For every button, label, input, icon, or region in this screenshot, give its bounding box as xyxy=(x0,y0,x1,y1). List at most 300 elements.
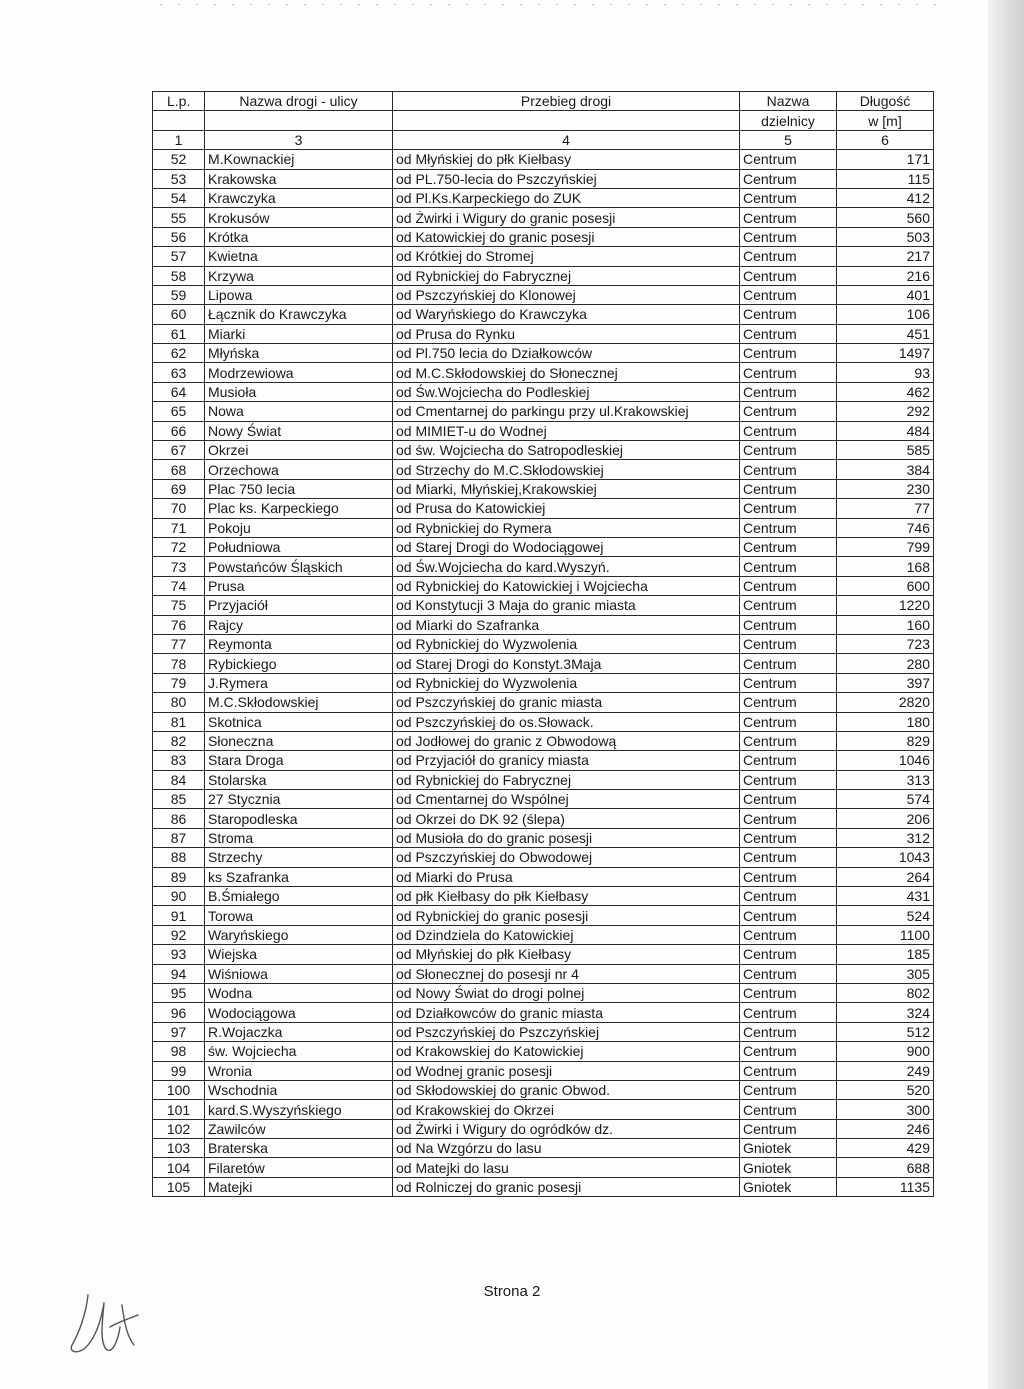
cell-lp: 69 xyxy=(153,479,205,498)
table-row xyxy=(153,983,934,1002)
cell-lp: 98 xyxy=(153,1042,205,1061)
cell-road-name: Kwietna xyxy=(205,247,393,266)
cell-lp: 65 xyxy=(153,402,205,421)
cell-road-name: ks Szafranka xyxy=(205,867,393,886)
cell-length: 431 xyxy=(837,887,934,906)
cell-lp: 63 xyxy=(153,363,205,382)
cell-district: Centrum xyxy=(740,1061,837,1080)
cell-lp: 79 xyxy=(153,673,205,692)
column-numbers-row xyxy=(153,130,934,149)
cell-lp: 96 xyxy=(153,1003,205,1022)
cell-length: 115 xyxy=(837,169,934,188)
table-row xyxy=(153,1042,934,1061)
cell-length: 1220 xyxy=(837,596,934,615)
cell-length: 688 xyxy=(837,1158,934,1177)
cell-district: Centrum xyxy=(740,770,837,789)
cell-road-name: Zawilców xyxy=(205,1119,393,1138)
cell-district: Centrum xyxy=(740,1042,837,1061)
cell-road-name: Wschodnia xyxy=(205,1080,393,1099)
cell-road-name: Krótka xyxy=(205,227,393,246)
cell-lp: 73 xyxy=(153,557,205,576)
table-row xyxy=(153,790,934,809)
cell-lp: 89 xyxy=(153,867,205,886)
table-row xyxy=(153,693,934,712)
cell-route: od Prusa do Rynku xyxy=(393,324,740,343)
cell-district: Centrum xyxy=(740,344,837,363)
cell-route: od Rybnickiej do granic posesji xyxy=(393,906,740,925)
table-row xyxy=(153,1158,934,1177)
table-row xyxy=(153,751,934,770)
cell-district: Gniotek xyxy=(740,1177,837,1196)
cell-road-name: B.Śmiałego xyxy=(205,887,393,906)
table-row xyxy=(153,363,934,382)
cell-route: od Starej Drogi do Wodociągowej xyxy=(393,537,740,556)
cell-road-name: Rybickiego xyxy=(205,654,393,673)
cell-road-name: Południowa xyxy=(205,537,393,556)
cell-lp: 64 xyxy=(153,382,205,401)
cell-road-name: 27 Stycznia xyxy=(205,790,393,809)
cell-route: od Pl.750 lecia do Działkowców xyxy=(393,344,740,363)
table-row xyxy=(153,324,934,343)
cell-lp: 82 xyxy=(153,731,205,750)
cell-district: Centrum xyxy=(740,479,837,498)
cell-lp: 59 xyxy=(153,285,205,304)
cell-road-name: Miarki xyxy=(205,324,393,343)
table-row xyxy=(153,150,934,169)
cell-district: Centrum xyxy=(740,169,837,188)
cell-district: Centrum xyxy=(740,790,837,809)
cell-district: Centrum xyxy=(740,867,837,886)
cell-length: 900 xyxy=(837,1042,934,1061)
cell-road-name: Rajcy xyxy=(205,615,393,634)
cell-lp: 91 xyxy=(153,906,205,925)
cell-road-name: Wodna xyxy=(205,983,393,1002)
cell-lp: 87 xyxy=(153,828,205,847)
cell-lp: 101 xyxy=(153,1100,205,1119)
cell-length: 292 xyxy=(837,402,934,421)
cell-lp: 95 xyxy=(153,983,205,1002)
cell-district: Centrum xyxy=(740,266,837,285)
table-row xyxy=(153,479,934,498)
cell-length: 585 xyxy=(837,441,934,460)
cell-route: od Krakowskiej do Katowickiej xyxy=(393,1042,740,1061)
cell-district: Centrum xyxy=(740,731,837,750)
cell-district: Centrum xyxy=(740,460,837,479)
cell-route: od Pszczyńskiej do granic miasta xyxy=(393,693,740,712)
cell-length: 829 xyxy=(837,731,934,750)
cell-length: 93 xyxy=(837,363,934,382)
cell-district: Centrum xyxy=(740,324,837,343)
cell-lp: 55 xyxy=(153,208,205,227)
table-row xyxy=(153,1177,934,1196)
cell-road-name: Krokusów xyxy=(205,208,393,227)
cell-lp: 58 xyxy=(153,266,205,285)
cell-lp: 53 xyxy=(153,169,205,188)
cell-route: od Młyńskiej do płk Kiełbasy xyxy=(393,945,740,964)
cell-length: 1135 xyxy=(837,1177,934,1196)
header-row-top xyxy=(153,92,934,111)
cell-district: Centrum xyxy=(740,576,837,595)
table-row xyxy=(153,499,934,518)
table-row xyxy=(153,421,934,440)
cell-district: Centrum xyxy=(740,828,837,847)
cell-road-name: Stara Droga xyxy=(205,751,393,770)
cell-district: Centrum xyxy=(740,499,837,518)
cell-length: 160 xyxy=(837,615,934,634)
cell-lp: 74 xyxy=(153,576,205,595)
cell-district: Centrum xyxy=(740,673,837,692)
cell-road-name: Krakowska xyxy=(205,169,393,188)
table-row xyxy=(153,227,934,246)
cell-road-name: Modrzewiowa xyxy=(205,363,393,382)
column-number: 4 xyxy=(393,130,740,149)
cell-length: 1046 xyxy=(837,751,934,770)
cell-road-name: Staropodleska xyxy=(205,809,393,828)
cell-road-name: św. Wojciecha xyxy=(205,1042,393,1061)
table-row xyxy=(153,537,934,556)
table-row xyxy=(153,247,934,266)
cell-route: od Starej Drogi do Konstyt.3Maja xyxy=(393,654,740,673)
scan-shadow-right xyxy=(988,0,1024,1389)
cell-district: Centrum xyxy=(740,402,837,421)
cell-lp: 70 xyxy=(153,499,205,518)
cell-route: od Rybnickiej do Fabrycznej xyxy=(393,266,740,285)
cell-lp: 81 xyxy=(153,712,205,731)
cell-length: 168 xyxy=(837,557,934,576)
cell-route: od Wodnej granic posesji xyxy=(393,1061,740,1080)
cell-route: od Skłodowskiej do granic Obwod. xyxy=(393,1080,740,1099)
cell-road-name: Plac 750 lecia xyxy=(205,479,393,498)
cell-lp: 54 xyxy=(153,188,205,207)
cell-length: 185 xyxy=(837,945,934,964)
cell-route: od Prusa do Katowickiej xyxy=(393,499,740,518)
cell-lp: 84 xyxy=(153,770,205,789)
cell-length: 560 xyxy=(837,208,934,227)
cell-route: od Działkowców do granic miasta xyxy=(393,1003,740,1022)
cell-road-name: Reymonta xyxy=(205,634,393,653)
table-row xyxy=(153,887,934,906)
cell-route: od św. Wojciecha do Satropodleskiej xyxy=(393,441,740,460)
cell-lp: 60 xyxy=(153,305,205,324)
page-footer: Strona 2 xyxy=(483,1283,541,1300)
cell-length: 799 xyxy=(837,537,934,556)
header-row-bottom xyxy=(153,111,934,130)
cell-road-name: kard.S.Wyszyńskiego xyxy=(205,1100,393,1119)
cell-route: od Nowy Świat do drogi polnej xyxy=(393,983,740,1002)
cell-district: Centrum xyxy=(740,537,837,556)
table-row xyxy=(153,848,934,867)
cell-route: od Miarki do Prusa xyxy=(393,867,740,886)
cell-route: od Słonecznej do posesji nr 4 xyxy=(393,964,740,983)
cell-route: od Rybnickiej do Wyzwolenia xyxy=(393,634,740,653)
cell-length: 313 xyxy=(837,770,934,789)
cell-length: 324 xyxy=(837,1003,934,1022)
cell-district: Centrum xyxy=(740,188,837,207)
cell-lp: 83 xyxy=(153,751,205,770)
cell-route: od Musioła do do granic posesji xyxy=(393,828,740,847)
cell-route: od Pl.Ks.Karpeckiego do ZUK xyxy=(393,188,740,207)
cell-route: od Pszczyńskiej do Klonowej xyxy=(393,285,740,304)
cell-road-name: Słoneczna xyxy=(205,731,393,750)
cell-length: 180 xyxy=(837,712,934,731)
cell-route: od Pszczyńskiej do Obwodowej xyxy=(393,848,740,867)
cell-district: Centrum xyxy=(740,693,837,712)
cell-route: od M.C.Skłodowskiej do Słonecznej xyxy=(393,363,740,382)
table-row xyxy=(153,169,934,188)
cell-lp: 93 xyxy=(153,945,205,964)
cell-lp: 78 xyxy=(153,654,205,673)
cell-road-name: M.C.Skłodowskiej xyxy=(205,693,393,712)
cell-lp: 72 xyxy=(153,537,205,556)
cell-road-name: Skotnica xyxy=(205,712,393,731)
cell-route: od Rybnickiej do Fabrycznej xyxy=(393,770,740,789)
cell-lp: 88 xyxy=(153,848,205,867)
cell-route: od Rybnickiej do Rymera xyxy=(393,518,740,537)
header-length-bottom: w [m] xyxy=(837,111,934,130)
cell-length: 746 xyxy=(837,518,934,537)
cell-length: 312 xyxy=(837,828,934,847)
cell-route: od Żwirki i Wigury do granic posesji xyxy=(393,208,740,227)
cell-route: od Miarki do Szafranka xyxy=(393,615,740,634)
cell-road-name: Orzechowa xyxy=(205,460,393,479)
cell-route: od Żwirki i Wigury do ogródków dz. xyxy=(393,1119,740,1138)
cell-district: Centrum xyxy=(740,925,837,944)
cell-district: Centrum xyxy=(740,557,837,576)
header-lp: L.p. xyxy=(153,92,205,111)
cell-length: 2820 xyxy=(837,693,934,712)
cell-road-name: Nowa xyxy=(205,402,393,421)
table-row xyxy=(153,1080,934,1099)
cell-route: od PL.750-lecia do Pszczyńskiej xyxy=(393,169,740,188)
cell-district: Centrum xyxy=(740,596,837,615)
cell-lp: 66 xyxy=(153,421,205,440)
cell-road-name: Filaretów xyxy=(205,1158,393,1177)
cell-route: od Rybnickiej do Katowickiej i Wojciecha xyxy=(393,576,740,595)
cell-length: 412 xyxy=(837,188,934,207)
cell-district: Gniotek xyxy=(740,1139,837,1158)
table-row xyxy=(153,1100,934,1119)
cell-route: od Rolniczej do granic posesji xyxy=(393,1177,740,1196)
cell-length: 600 xyxy=(837,576,934,595)
header-lp-cont xyxy=(153,111,205,130)
cell-route: od Okrzei do DK 92 (ślepa) xyxy=(393,809,740,828)
cell-district: Centrum xyxy=(740,150,837,169)
table-row xyxy=(153,1022,934,1041)
cell-district: Centrum xyxy=(740,945,837,964)
cell-road-name: Nowy Świat xyxy=(205,421,393,440)
table-row xyxy=(153,867,934,886)
table-row xyxy=(153,654,934,673)
cell-lp: 104 xyxy=(153,1158,205,1177)
cell-lp: 52 xyxy=(153,150,205,169)
column-number: 6 xyxy=(837,130,934,149)
cell-route: od Krakowskiej do Okrzei xyxy=(393,1100,740,1119)
cell-length: 484 xyxy=(837,421,934,440)
header-name-cont xyxy=(205,111,393,130)
cell-length: 384 xyxy=(837,460,934,479)
cell-length: 451 xyxy=(837,324,934,343)
cell-district: Centrum xyxy=(740,247,837,266)
cell-lp: 86 xyxy=(153,809,205,828)
cell-length: 723 xyxy=(837,634,934,653)
cell-road-name: Wiśniowa xyxy=(205,964,393,983)
cell-route: od płk Kiełbasy do płk Kiełbasy xyxy=(393,887,740,906)
cell-district: Centrum xyxy=(740,906,837,925)
cell-district: Centrum xyxy=(740,615,837,634)
table-row xyxy=(153,188,934,207)
cell-length: 206 xyxy=(837,809,934,828)
cell-length: 524 xyxy=(837,906,934,925)
cell-district: Centrum xyxy=(740,809,837,828)
cell-district: Centrum xyxy=(740,1100,837,1119)
cell-length: 462 xyxy=(837,382,934,401)
cell-length: 802 xyxy=(837,983,934,1002)
cell-district: Centrum xyxy=(740,1080,837,1099)
header-district-top: Nazwa xyxy=(740,92,837,111)
cell-length: 300 xyxy=(837,1100,934,1119)
cell-road-name: Waryńskiego xyxy=(205,925,393,944)
scan-artifact-top xyxy=(160,4,940,5)
table-row xyxy=(153,285,934,304)
table-row xyxy=(153,770,934,789)
cell-district: Centrum xyxy=(740,208,837,227)
cell-lp: 71 xyxy=(153,518,205,537)
roads-table xyxy=(152,91,934,1197)
cell-route: od Matejki do lasu xyxy=(393,1158,740,1177)
cell-lp: 75 xyxy=(153,596,205,615)
header-route-cont xyxy=(393,111,740,130)
cell-lp: 80 xyxy=(153,693,205,712)
cell-route: od Św.Wojciecha do Podleskiej xyxy=(393,382,740,401)
cell-route: od Dzindziela do Katowickiej xyxy=(393,925,740,944)
cell-length: 230 xyxy=(837,479,934,498)
cell-route: od Krótkiej do Stromej xyxy=(393,247,740,266)
cell-road-name: Młyńska xyxy=(205,344,393,363)
cell-length: 305 xyxy=(837,964,934,983)
cell-lp: 97 xyxy=(153,1022,205,1041)
cell-route: od Konstytucji 3 Maja do granic miasta xyxy=(393,596,740,615)
cell-district: Centrum xyxy=(740,285,837,304)
cell-route: od Na Wzgórzu do lasu xyxy=(393,1139,740,1158)
table-row xyxy=(153,925,934,944)
table-row xyxy=(153,518,934,537)
cell-district: Centrum xyxy=(740,1003,837,1022)
cell-district: Centrum xyxy=(740,634,837,653)
cell-road-name: R.Wojaczka xyxy=(205,1022,393,1041)
cell-road-name: Braterska xyxy=(205,1139,393,1158)
cell-lp: 62 xyxy=(153,344,205,363)
cell-district: Centrum xyxy=(740,305,837,324)
table-row xyxy=(153,576,934,595)
table-row xyxy=(153,731,934,750)
table-row xyxy=(153,945,934,964)
cell-district: Centrum xyxy=(740,1022,837,1041)
cell-district: Centrum xyxy=(740,654,837,673)
table-row xyxy=(153,809,934,828)
column-number: 5 xyxy=(740,130,837,149)
cell-lp: 67 xyxy=(153,441,205,460)
table-row xyxy=(153,1003,934,1022)
header-name: Nazwa drogi - ulicy xyxy=(205,92,393,111)
cell-lp: 77 xyxy=(153,634,205,653)
cell-route: od Przyjaciół do granicy miasta xyxy=(393,751,740,770)
cell-route: od Pszczyńskiej do os.Słowack. xyxy=(393,712,740,731)
table-row xyxy=(153,673,934,692)
cell-road-name: J.Rymera xyxy=(205,673,393,692)
cell-lp: 105 xyxy=(153,1177,205,1196)
cell-length: 1100 xyxy=(837,925,934,944)
cell-road-name: Wodociągowa xyxy=(205,1003,393,1022)
cell-district: Gniotek xyxy=(740,1158,837,1177)
cell-route: od Pszczyńskiej do Pszczyńskiej xyxy=(393,1022,740,1041)
cell-road-name: Wiejska xyxy=(205,945,393,964)
cell-road-name: Okrzei xyxy=(205,441,393,460)
column-number: 3 xyxy=(205,130,393,149)
cell-road-name: Torowa xyxy=(205,906,393,925)
cell-length: 280 xyxy=(837,654,934,673)
cell-route: od Katowickiej do granic posesji xyxy=(393,227,740,246)
cell-length: 264 xyxy=(837,867,934,886)
cell-route: od Młyńskiej do płk Kiełbasy xyxy=(393,150,740,169)
cell-route: od Cmentarnej do parkingu przy ul.Krakowskiej xyxy=(393,402,740,421)
table-row xyxy=(153,460,934,479)
cell-lp: 100 xyxy=(153,1080,205,1099)
cell-length: 397 xyxy=(837,673,934,692)
cell-road-name: Strzechy xyxy=(205,848,393,867)
table-row xyxy=(153,634,934,653)
cell-route: od Jodłowej do granic z Obwodową xyxy=(393,731,740,750)
cell-road-name: Łącznik do Krawczyka xyxy=(205,305,393,324)
table-row xyxy=(153,344,934,363)
cell-length: 249 xyxy=(837,1061,934,1080)
cell-route: od MIMIET-u do Wodnej xyxy=(393,421,740,440)
table-row xyxy=(153,596,934,615)
table-row xyxy=(153,557,934,576)
cell-length: 512 xyxy=(837,1022,934,1041)
table-row xyxy=(153,305,934,324)
table-row xyxy=(153,1139,934,1158)
cell-road-name: Stolarska xyxy=(205,770,393,789)
cell-length: 401 xyxy=(837,285,934,304)
table-row xyxy=(153,712,934,731)
cell-length: 1043 xyxy=(837,848,934,867)
cell-route: od Strzechy do M.C.Skłodowskiej xyxy=(393,460,740,479)
cell-road-name: Krzywa xyxy=(205,266,393,285)
cell-length: 77 xyxy=(837,499,934,518)
cell-district: Centrum xyxy=(740,363,837,382)
cell-road-name: Powstańców Śląskich xyxy=(205,557,393,576)
cell-lp: 99 xyxy=(153,1061,205,1080)
cell-route: od Rybnickiej do Wyzwolenia xyxy=(393,673,740,692)
table-row xyxy=(153,266,934,285)
cell-road-name: Krawczyka xyxy=(205,188,393,207)
cell-road-name: Wronia xyxy=(205,1061,393,1080)
table-row xyxy=(153,964,934,983)
table-row xyxy=(153,828,934,847)
cell-district: Centrum xyxy=(740,518,837,537)
table-row xyxy=(153,615,934,634)
table-row xyxy=(153,208,934,227)
cell-road-name: Stroma xyxy=(205,828,393,847)
cell-road-name: M.Kownackiej xyxy=(205,150,393,169)
cell-length: 1497 xyxy=(837,344,934,363)
cell-district: Centrum xyxy=(740,983,837,1002)
cell-road-name: Musioła xyxy=(205,382,393,401)
cell-lp: 90 xyxy=(153,887,205,906)
cell-length: 246 xyxy=(837,1119,934,1138)
cell-road-name: Przyjaciół xyxy=(205,596,393,615)
table-row xyxy=(153,402,934,421)
